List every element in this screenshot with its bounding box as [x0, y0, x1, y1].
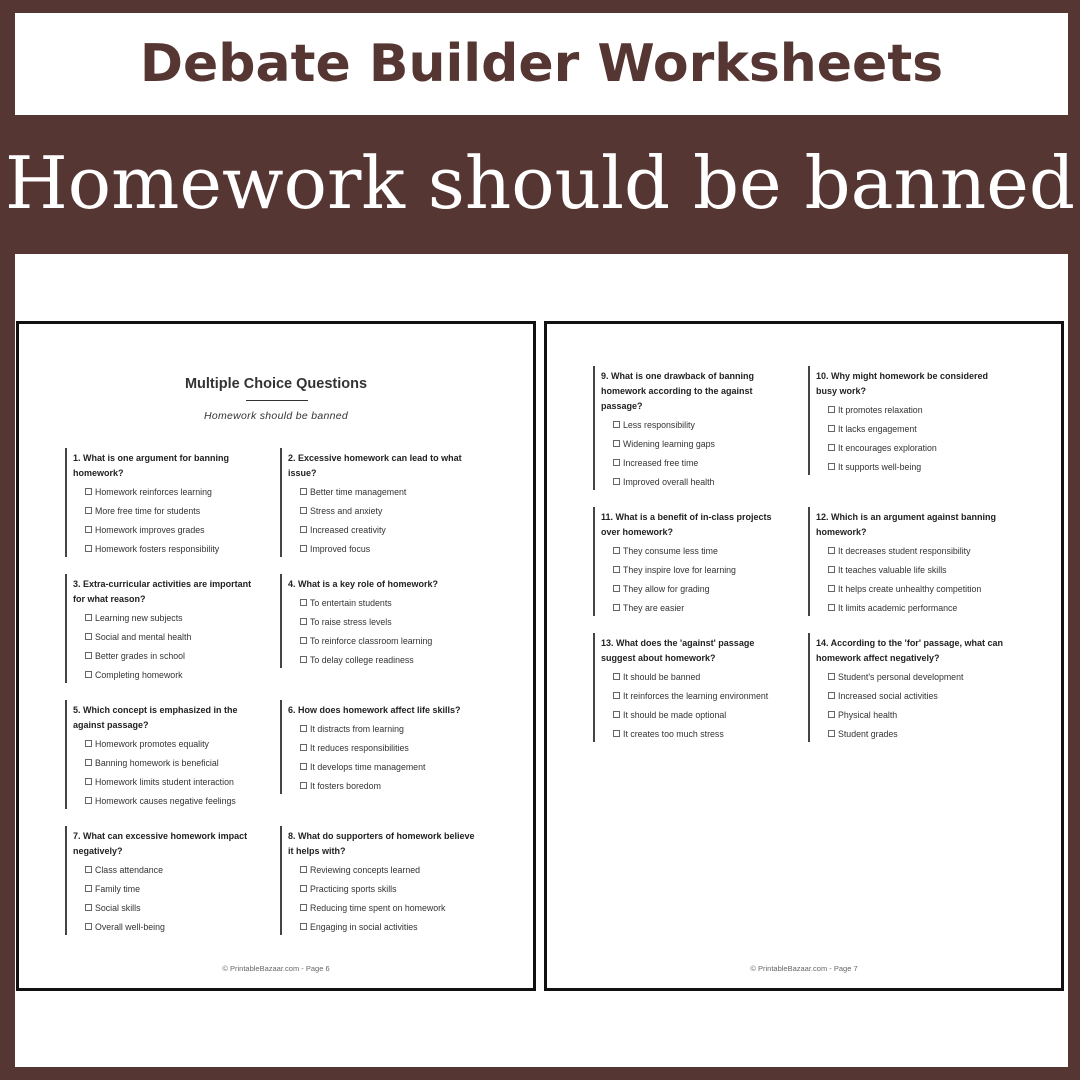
answer-option[interactable]: Engaging in social activities — [300, 920, 470, 935]
answer-option[interactable]: To reinforce classroom learning — [300, 634, 470, 649]
checkbox-icon[interactable] — [613, 440, 620, 447]
checkbox-icon[interactable] — [300, 923, 307, 930]
answer-option[interactable]: Widening learning gaps — [613, 437, 783, 452]
checkbox-icon[interactable] — [613, 547, 620, 554]
answer-option[interactable]: It reinforces the learning environment — [613, 689, 783, 704]
answer-option[interactable]: Banning homework is beneficial — [85, 756, 255, 771]
topic-title: Homework should be banned — [4, 141, 1075, 225]
answer-option[interactable]: It creates too much stress — [613, 727, 783, 742]
answer-option[interactable]: To entertain students — [300, 596, 470, 611]
answer-option[interactable]: It develops time management — [300, 760, 470, 775]
question-card — [280, 700, 470, 794]
worksheet-page-7 — [544, 321, 1064, 991]
answer-option[interactable]: Improved overall health — [613, 475, 783, 490]
checkbox-icon[interactable] — [613, 566, 620, 573]
checkbox-icon[interactable] — [613, 459, 620, 466]
checkbox-icon[interactable] — [85, 923, 92, 930]
answer-option[interactable]: Practicing sports skills — [300, 882, 470, 897]
checkbox-icon[interactable] — [85, 526, 92, 533]
checkbox-icon[interactable] — [300, 744, 307, 751]
answer-option[interactable]: Completing homework — [85, 668, 255, 683]
question-text: 6. How does homework affect life skills? — [288, 705, 461, 715]
question-text: 9. What is one drawback of banning homework according to the against passage? — [601, 371, 755, 411]
checkbox-icon[interactable] — [85, 614, 92, 621]
checkbox-icon[interactable] — [300, 618, 307, 625]
page-footer: © PrintableBazaar.com - Page 6 — [222, 964, 330, 973]
answer-option[interactable]: Homework limits student interaction — [85, 775, 255, 790]
answer-option[interactable]: Homework promotes equality — [85, 737, 255, 752]
checkbox-icon[interactable] — [613, 421, 620, 428]
worksheet-subheading: Homework should be banned — [203, 410, 349, 422]
question-card — [808, 507, 998, 616]
question-card — [593, 366, 783, 490]
checkbox-icon[interactable] — [300, 507, 307, 514]
answer-option[interactable]: Stress and anxiety — [300, 504, 470, 519]
checkbox-icon[interactable] — [85, 633, 92, 640]
checkbox-icon[interactable] — [85, 652, 92, 659]
question-card — [65, 448, 255, 557]
question-card — [65, 700, 255, 809]
checkbox-icon[interactable] — [300, 782, 307, 789]
checkbox-icon[interactable] — [85, 885, 92, 892]
question-text: 1. What is one argument for banning homework? — [73, 453, 230, 478]
checkbox-icon[interactable] — [828, 730, 835, 737]
answer-option[interactable]: Overall well-being — [85, 920, 255, 935]
question-card — [808, 633, 1003, 742]
answer-option[interactable]: It should be made optional — [613, 708, 783, 723]
question-text: 12. Which is an argument against banning homework? — [816, 512, 997, 537]
brand-title: Debate Builder Worksheets — [139, 34, 944, 94]
checkbox-icon[interactable] — [828, 566, 835, 573]
answer-option[interactable]: Social and mental health — [85, 630, 255, 645]
answer-option[interactable]: Increased social activities — [828, 689, 998, 704]
answer-option[interactable]: Better time management — [300, 485, 470, 500]
answer-option[interactable]: They are easier — [613, 601, 783, 616]
checkbox-icon[interactable] — [828, 463, 835, 470]
question-text: 5. Which concept is emphasized in the against passage? — [73, 705, 238, 730]
answer-option[interactable]: Homework improves grades — [85, 523, 255, 538]
checkbox-icon[interactable] — [613, 604, 620, 611]
checkbox-icon[interactable] — [300, 488, 307, 495]
answer-option[interactable]: Homework fosters responsibility — [85, 542, 255, 557]
checkbox-icon[interactable] — [613, 673, 620, 680]
checkbox-icon[interactable] — [85, 904, 92, 911]
checkbox-icon[interactable] — [85, 488, 92, 495]
top-banner — [15, 13, 1068, 115]
question-card — [280, 574, 470, 668]
checkbox-icon[interactable] — [613, 478, 620, 485]
checkbox-icon[interactable] — [85, 759, 92, 766]
checkbox-icon[interactable] — [300, 545, 307, 552]
question-card — [65, 574, 255, 683]
answer-option[interactable]: Family time — [85, 882, 255, 897]
checkbox-icon[interactable] — [85, 507, 92, 514]
answer-option[interactable]: To raise stress levels — [300, 615, 470, 630]
question-card — [280, 826, 475, 935]
answer-option[interactable]: It supports well-being — [828, 460, 998, 475]
answer-option[interactable]: They inspire love for learning — [613, 563, 783, 578]
answer-option[interactable]: It lacks engagement — [828, 422, 998, 437]
answer-option[interactable]: It limits academic performance — [828, 601, 998, 616]
checkbox-icon[interactable] — [85, 778, 92, 785]
checkbox-icon[interactable] — [85, 671, 92, 678]
answer-option[interactable]: Increased creativity — [300, 523, 470, 538]
answer-option[interactable]: It promotes relaxation — [828, 403, 998, 418]
answer-option[interactable]: It distracts from learning — [300, 722, 470, 737]
question-card — [593, 507, 783, 616]
checkbox-icon[interactable] — [613, 585, 620, 592]
checkbox-icon[interactable] — [85, 797, 92, 804]
answer-option[interactable]: They allow for grading — [613, 582, 783, 597]
page-footer: © PrintableBazaar.com - Page 7 — [750, 964, 858, 973]
question-card — [808, 366, 998, 475]
question-text: 14. According to the 'for' passage, what can homework affect negatively? — [816, 638, 1003, 663]
answer-option[interactable]: It should be banned — [613, 670, 783, 685]
question-text: 11. What is a benefit of in-class projects over homework? — [601, 512, 772, 537]
question-text: 2. Excessive homework can lead to what issue? — [288, 453, 462, 478]
checkbox-icon[interactable] — [613, 692, 620, 699]
checkbox-icon[interactable] — [85, 545, 92, 552]
answer-option[interactable]: Better grades in school — [85, 649, 255, 664]
checkbox-icon[interactable] — [85, 866, 92, 873]
answer-option[interactable]: It helps create unhealthy competition — [828, 582, 998, 597]
checkbox-icon[interactable] — [613, 711, 620, 718]
answer-option[interactable]: Reducing time spent on homework — [300, 901, 470, 916]
checkbox-icon[interactable] — [828, 444, 835, 451]
answer-option[interactable]: Learning new subjects — [85, 611, 255, 626]
answer-option[interactable]: Improved focus — [300, 542, 470, 557]
checkbox-icon[interactable] — [300, 885, 307, 892]
answer-option[interactable]: Physical health — [828, 708, 998, 723]
checkbox-icon[interactable] — [300, 725, 307, 732]
answer-option[interactable]: It teaches valuable life skills — [828, 563, 998, 578]
answer-option[interactable]: More free time for students — [85, 504, 255, 519]
heading-divider — [246, 400, 308, 401]
checkbox-icon[interactable] — [85, 740, 92, 747]
answer-option[interactable]: To delay college readiness — [300, 653, 470, 668]
question-text: 4. What is a key role of homework? — [288, 579, 439, 589]
answer-option[interactable]: It decreases student responsibility — [828, 544, 998, 559]
checkbox-icon[interactable] — [300, 599, 307, 606]
answer-option[interactable]: It fosters boredom — [300, 779, 470, 794]
answer-option[interactable]: Student grades — [828, 727, 998, 742]
checkbox-icon[interactable] — [300, 526, 307, 533]
checkbox-icon[interactable] — [828, 425, 835, 432]
answer-option[interactable]: Class attendance — [85, 863, 255, 878]
question-text: 7. What can excessive homework impact negatively? — [73, 831, 248, 856]
checkbox-icon[interactable] — [828, 547, 835, 554]
checkbox-icon[interactable] — [828, 673, 835, 680]
answer-option[interactable]: Reviewing concepts learned — [300, 863, 470, 878]
checkbox-icon[interactable] — [300, 763, 307, 770]
worksheet-heading: Multiple Choice Questions — [184, 376, 368, 392]
checkbox-icon[interactable] — [300, 637, 307, 644]
question-text: 3. Extra-curricular activities are important for what reason? — [73, 579, 252, 604]
checkbox-icon[interactable] — [828, 604, 835, 611]
answer-option[interactable]: It reduces responsibilities — [300, 741, 470, 756]
checkbox-icon[interactable] — [828, 711, 835, 718]
question-card — [593, 633, 783, 742]
checkbox-icon[interactable] — [828, 692, 835, 699]
checkbox-icon[interactable] — [300, 904, 307, 911]
answer-option[interactable]: Student's personal development — [828, 670, 998, 685]
answer-option[interactable]: Social skills — [85, 901, 255, 916]
question-text: 8. What do supporters of homework believe it helps with? — [288, 831, 475, 856]
checkbox-icon[interactable] — [300, 656, 307, 663]
checkbox-icon[interactable] — [613, 730, 620, 737]
answer-option[interactable]: Increased free time — [613, 456, 783, 471]
answer-option[interactable]: Homework causes negative feelings — [85, 794, 255, 809]
answer-option[interactable]: Homework reinforces learning — [85, 485, 255, 500]
checkbox-icon[interactable] — [828, 406, 835, 413]
question-text: 10. Why might homework be considered busy work? — [816, 371, 989, 396]
question-card — [65, 826, 255, 935]
answer-option[interactable]: Less responsibility — [613, 418, 783, 433]
checkbox-icon[interactable] — [828, 585, 835, 592]
checkbox-icon[interactable] — [300, 866, 307, 873]
worksheet-page-6 — [16, 321, 536, 991]
answer-option[interactable]: It encourages exploration — [828, 441, 998, 456]
question-card — [280, 448, 470, 557]
question-text: 13. What does the 'against' passage suggest about homework? — [601, 638, 755, 663]
answer-option[interactable]: They consume less time — [613, 544, 783, 559]
